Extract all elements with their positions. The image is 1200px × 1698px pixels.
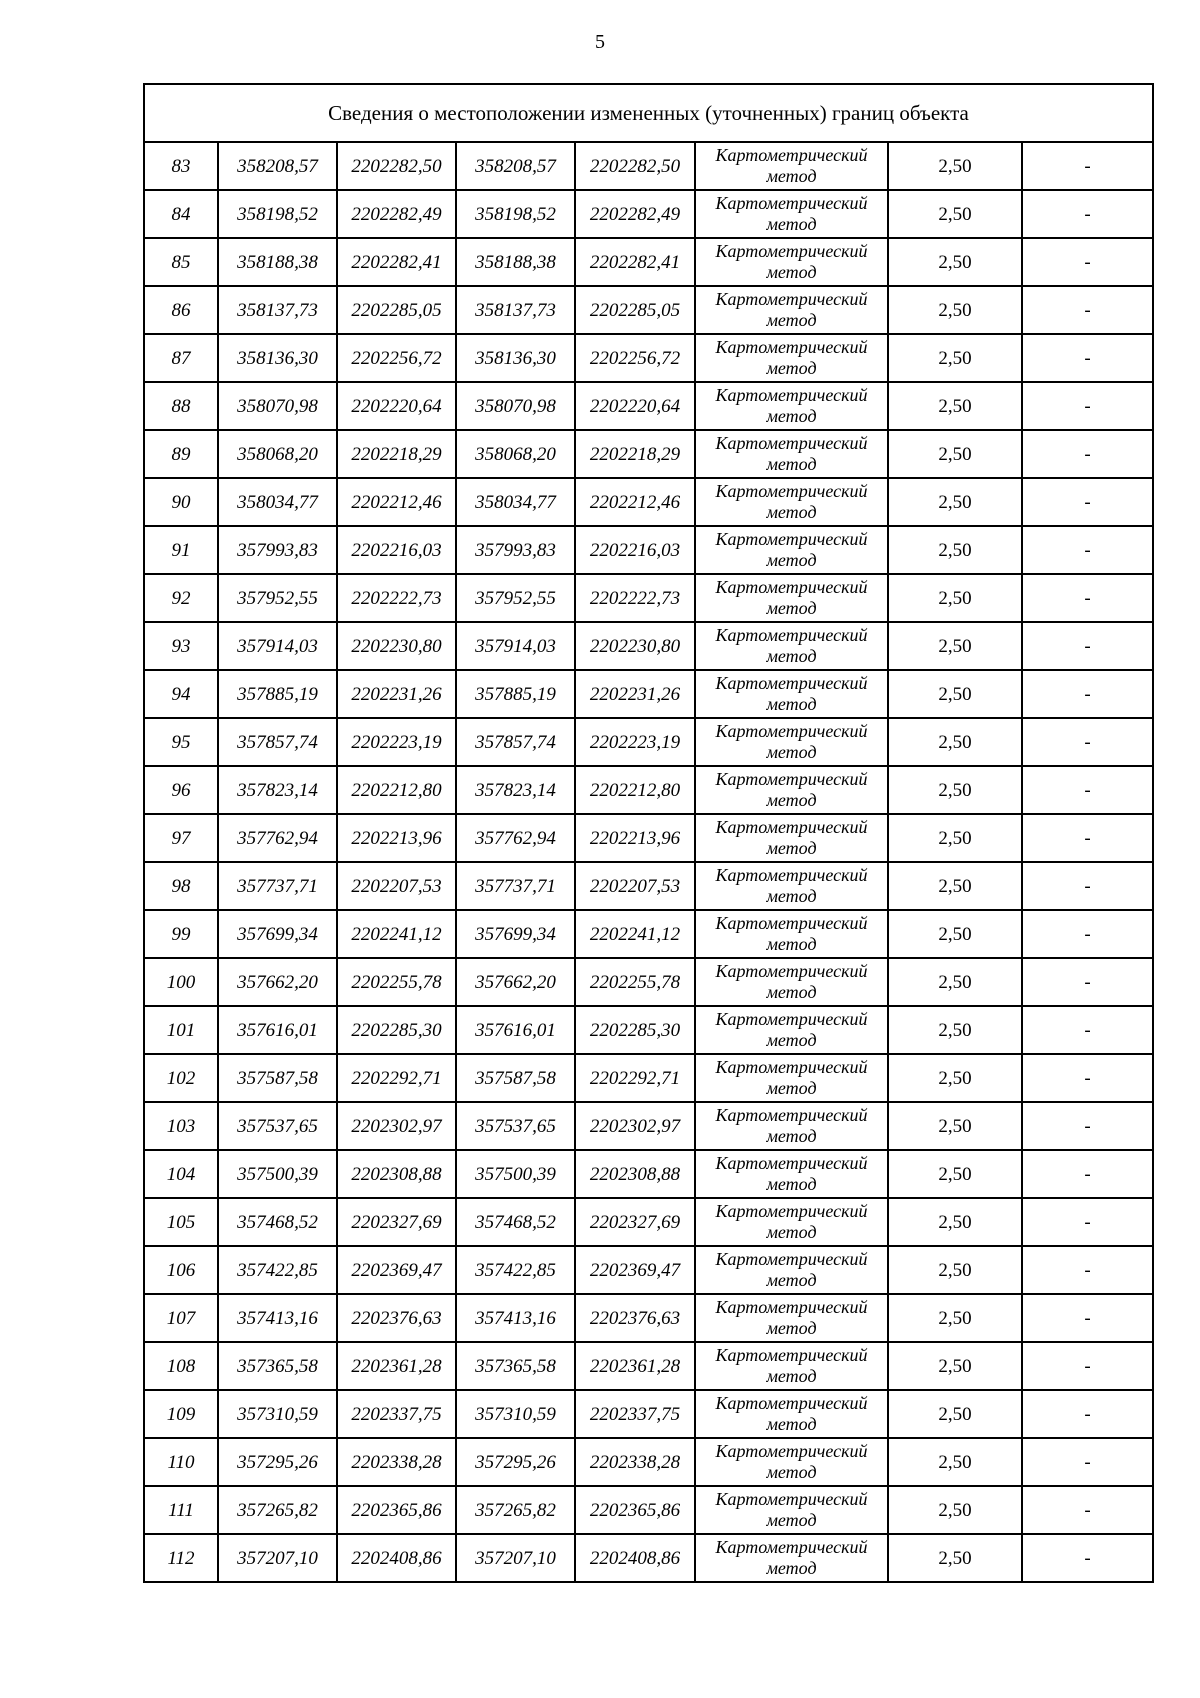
- y-existing-cell: 2202282,41: [337, 238, 456, 286]
- table-row: [144, 1198, 1153, 1246]
- table-row: [144, 1246, 1153, 1294]
- table-row: [144, 622, 1153, 670]
- y-existing-cell: 2202369,47: [337, 1246, 456, 1294]
- precision-cell: 2,50: [888, 1246, 1022, 1294]
- y-existing-cell: 2202302,97: [337, 1102, 456, 1150]
- table-row: [144, 238, 1153, 286]
- table-row: [144, 142, 1153, 190]
- point-number-cell: 112: [144, 1534, 218, 1582]
- y-existing-cell: 2202308,88: [337, 1150, 456, 1198]
- point-number-cell: 103: [144, 1102, 218, 1150]
- y-refined-cell: 2202285,05: [575, 286, 695, 334]
- method-cell: Картометрический метод: [695, 334, 888, 382]
- y-existing-cell: 2202223,19: [337, 718, 456, 766]
- point-number-cell: 108: [144, 1342, 218, 1390]
- method-cell: Картометрический метод: [695, 670, 888, 718]
- table-row: [144, 574, 1153, 622]
- x-existing-cell: 357914,03: [218, 622, 337, 670]
- precision-cell: 2,50: [888, 862, 1022, 910]
- y-existing-cell: 2202231,26: [337, 670, 456, 718]
- y-existing-cell: 2202222,73: [337, 574, 456, 622]
- note-cell: -: [1022, 382, 1153, 430]
- x-refined-cell: 357616,01: [456, 1006, 575, 1054]
- point-number-cell: 96: [144, 766, 218, 814]
- x-refined-cell: 358070,98: [456, 382, 575, 430]
- table-row: [144, 1054, 1153, 1102]
- y-refined-cell: 2202327,69: [575, 1198, 695, 1246]
- x-existing-cell: 357616,01: [218, 1006, 337, 1054]
- x-refined-cell: 358208,57: [456, 142, 575, 190]
- precision-cell: 2,50: [888, 1438, 1022, 1486]
- y-refined-cell: 2202255,78: [575, 958, 695, 1006]
- table-row: [144, 1294, 1153, 1342]
- point-number-cell: 88: [144, 382, 218, 430]
- note-cell: -: [1022, 766, 1153, 814]
- x-refined-cell: 357737,71: [456, 862, 575, 910]
- point-number-cell: 110: [144, 1438, 218, 1486]
- point-number-cell: 89: [144, 430, 218, 478]
- y-existing-cell: 2202292,71: [337, 1054, 456, 1102]
- x-existing-cell: 357699,34: [218, 910, 337, 958]
- y-existing-cell: 2202408,86: [337, 1534, 456, 1582]
- method-cell: Картометрический метод: [695, 1054, 888, 1102]
- method-cell: Картометрический метод: [695, 1342, 888, 1390]
- y-existing-cell: 2202220,64: [337, 382, 456, 430]
- precision-cell: 2,50: [888, 1006, 1022, 1054]
- note-cell: -: [1022, 430, 1153, 478]
- note-cell: -: [1022, 622, 1153, 670]
- note-cell: -: [1022, 862, 1153, 910]
- precision-cell: 2,50: [888, 478, 1022, 526]
- table-caption: Сведения о местоположении измененных (уточненных) границ объекта: [144, 84, 1153, 142]
- y-refined-cell: 2202338,28: [575, 1438, 695, 1486]
- y-refined-cell: 2202302,97: [575, 1102, 695, 1150]
- table-row: [144, 862, 1153, 910]
- y-refined-cell: 2202230,80: [575, 622, 695, 670]
- note-cell: -: [1022, 574, 1153, 622]
- method-cell: Картометрический метод: [695, 574, 888, 622]
- note-cell: -: [1022, 1006, 1153, 1054]
- y-refined-cell: 2202212,46: [575, 478, 695, 526]
- point-number-cell: 104: [144, 1150, 218, 1198]
- method-cell: Картометрический метод: [695, 622, 888, 670]
- table-row: [144, 670, 1153, 718]
- method-cell: Картометрический метод: [695, 814, 888, 862]
- point-number-cell: 106: [144, 1246, 218, 1294]
- x-existing-cell: 358070,98: [218, 382, 337, 430]
- x-refined-cell: 357468,52: [456, 1198, 575, 1246]
- point-number-cell: 111: [144, 1486, 218, 1534]
- y-refined-cell: 2202308,88: [575, 1150, 695, 1198]
- y-refined-cell: 2202222,73: [575, 574, 695, 622]
- y-refined-cell: 2202376,63: [575, 1294, 695, 1342]
- point-number-cell: 109: [144, 1390, 218, 1438]
- y-refined-cell: 2202361,28: [575, 1342, 695, 1390]
- note-cell: -: [1022, 238, 1153, 286]
- y-refined-cell: 2202207,53: [575, 862, 695, 910]
- note-cell: -: [1022, 718, 1153, 766]
- x-refined-cell: 357265,82: [456, 1486, 575, 1534]
- method-cell: Картометрический метод: [695, 1246, 888, 1294]
- y-refined-cell: 2202337,75: [575, 1390, 695, 1438]
- precision-cell: 2,50: [888, 142, 1022, 190]
- precision-cell: 2,50: [888, 1054, 1022, 1102]
- note-cell: -: [1022, 1198, 1153, 1246]
- y-refined-cell: 2202365,86: [575, 1486, 695, 1534]
- y-existing-cell: 2202212,80: [337, 766, 456, 814]
- point-number-cell: 86: [144, 286, 218, 334]
- method-cell: Картометрический метод: [695, 1486, 888, 1534]
- x-refined-cell: 358034,77: [456, 478, 575, 526]
- table-row: [144, 382, 1153, 430]
- method-cell: Картометрический метод: [695, 958, 888, 1006]
- y-refined-cell: 2202282,49: [575, 190, 695, 238]
- x-refined-cell: 357500,39: [456, 1150, 575, 1198]
- table-row: [144, 334, 1153, 382]
- x-refined-cell: 357857,74: [456, 718, 575, 766]
- x-existing-cell: 357762,94: [218, 814, 337, 862]
- note-cell: -: [1022, 526, 1153, 574]
- table-row: [144, 526, 1153, 574]
- x-refined-cell: 357662,20: [456, 958, 575, 1006]
- method-cell: Картометрический метод: [695, 718, 888, 766]
- y-existing-cell: 2202285,05: [337, 286, 456, 334]
- x-refined-cell: 357422,85: [456, 1246, 575, 1294]
- x-refined-cell: 357413,16: [456, 1294, 575, 1342]
- precision-cell: 2,50: [888, 670, 1022, 718]
- y-existing-cell: 2202282,49: [337, 190, 456, 238]
- note-cell: -: [1022, 910, 1153, 958]
- y-existing-cell: 2202376,63: [337, 1294, 456, 1342]
- x-refined-cell: 357914,03: [456, 622, 575, 670]
- point-number-cell: 83: [144, 142, 218, 190]
- table-row: [144, 1534, 1153, 1582]
- note-cell: -: [1022, 478, 1153, 526]
- method-cell: Картометрический метод: [695, 1006, 888, 1054]
- table-row: [144, 910, 1153, 958]
- y-refined-cell: 2202285,30: [575, 1006, 695, 1054]
- y-refined-cell: 2202282,50: [575, 142, 695, 190]
- precision-cell: 2,50: [888, 382, 1022, 430]
- point-number-cell: 98: [144, 862, 218, 910]
- precision-cell: 2,50: [888, 526, 1022, 574]
- y-existing-cell: 2202213,96: [337, 814, 456, 862]
- method-cell: Картометрический метод: [695, 1198, 888, 1246]
- method-cell: Картометрический метод: [695, 862, 888, 910]
- table-row: [144, 766, 1153, 814]
- point-number-cell: 102: [144, 1054, 218, 1102]
- point-number-cell: 101: [144, 1006, 218, 1054]
- y-refined-cell: 2202408,86: [575, 1534, 695, 1582]
- note-cell: -: [1022, 1534, 1153, 1582]
- table-row: [144, 430, 1153, 478]
- y-existing-cell: 2202365,86: [337, 1486, 456, 1534]
- note-cell: -: [1022, 814, 1153, 862]
- x-existing-cell: 358136,30: [218, 334, 337, 382]
- x-existing-cell: 357823,14: [218, 766, 337, 814]
- x-refined-cell: 358136,30: [456, 334, 575, 382]
- x-existing-cell: 358208,57: [218, 142, 337, 190]
- precision-cell: 2,50: [888, 1534, 1022, 1582]
- y-existing-cell: 2202337,75: [337, 1390, 456, 1438]
- y-existing-cell: 2202255,78: [337, 958, 456, 1006]
- x-refined-cell: 357295,26: [456, 1438, 575, 1486]
- x-existing-cell: 357587,58: [218, 1054, 337, 1102]
- x-existing-cell: 357207,10: [218, 1534, 337, 1582]
- note-cell: -: [1022, 334, 1153, 382]
- point-number-cell: 90: [144, 478, 218, 526]
- precision-cell: 2,50: [888, 238, 1022, 286]
- precision-cell: 2,50: [888, 1150, 1022, 1198]
- page-number: 5: [595, 31, 605, 53]
- note-cell: -: [1022, 958, 1153, 1006]
- point-number-cell: 105: [144, 1198, 218, 1246]
- x-refined-cell: 358137,73: [456, 286, 575, 334]
- method-cell: Картометрический метод: [695, 766, 888, 814]
- y-existing-cell: 2202241,12: [337, 910, 456, 958]
- method-cell: Картометрический метод: [695, 190, 888, 238]
- precision-cell: 2,50: [888, 622, 1022, 670]
- x-existing-cell: 357857,74: [218, 718, 337, 766]
- method-cell: Картометрический метод: [695, 430, 888, 478]
- x-refined-cell: 357587,58: [456, 1054, 575, 1102]
- y-refined-cell: 2202223,19: [575, 718, 695, 766]
- table-row: [144, 1390, 1153, 1438]
- y-existing-cell: 2202285,30: [337, 1006, 456, 1054]
- x-existing-cell: 357365,58: [218, 1342, 337, 1390]
- table-row: [144, 1006, 1153, 1054]
- precision-cell: 2,50: [888, 1294, 1022, 1342]
- y-existing-cell: 2202216,03: [337, 526, 456, 574]
- y-refined-cell: 2202218,29: [575, 430, 695, 478]
- x-refined-cell: 357310,59: [456, 1390, 575, 1438]
- precision-cell: 2,50: [888, 766, 1022, 814]
- y-refined-cell: 2202292,71: [575, 1054, 695, 1102]
- y-existing-cell: 2202256,72: [337, 334, 456, 382]
- method-cell: Картометрический метод: [695, 238, 888, 286]
- note-cell: -: [1022, 1342, 1153, 1390]
- x-refined-cell: 357885,19: [456, 670, 575, 718]
- x-refined-cell: 357952,55: [456, 574, 575, 622]
- y-existing-cell: 2202361,28: [337, 1342, 456, 1390]
- table-body: [144, 84, 1153, 1582]
- note-cell: -: [1022, 1150, 1153, 1198]
- y-existing-cell: 2202212,46: [337, 478, 456, 526]
- x-existing-cell: 357885,19: [218, 670, 337, 718]
- x-refined-cell: 357537,65: [456, 1102, 575, 1150]
- point-number-cell: 97: [144, 814, 218, 862]
- point-number-cell: 85: [144, 238, 218, 286]
- y-refined-cell: 2202241,12: [575, 910, 695, 958]
- point-number-cell: 84: [144, 190, 218, 238]
- point-number-cell: 107: [144, 1294, 218, 1342]
- x-existing-cell: 357265,82: [218, 1486, 337, 1534]
- x-existing-cell: 357993,83: [218, 526, 337, 574]
- method-cell: Картометрический метод: [695, 1438, 888, 1486]
- precision-cell: 2,50: [888, 286, 1022, 334]
- point-number-cell: 92: [144, 574, 218, 622]
- x-existing-cell: 358034,77: [218, 478, 337, 526]
- precision-cell: 2,50: [888, 190, 1022, 238]
- point-number-cell: 94: [144, 670, 218, 718]
- table-row: [144, 286, 1153, 334]
- note-cell: -: [1022, 670, 1153, 718]
- y-refined-cell: 2202282,41: [575, 238, 695, 286]
- method-cell: Картометрический метод: [695, 1390, 888, 1438]
- y-refined-cell: 2202231,26: [575, 670, 695, 718]
- y-existing-cell: 2202230,80: [337, 622, 456, 670]
- x-existing-cell: 357295,26: [218, 1438, 337, 1486]
- table-row: [144, 718, 1153, 766]
- x-refined-cell: 358188,38: [456, 238, 575, 286]
- table-row: [144, 1102, 1153, 1150]
- note-cell: -: [1022, 1102, 1153, 1150]
- x-existing-cell: 358188,38: [218, 238, 337, 286]
- precision-cell: 2,50: [888, 814, 1022, 862]
- y-refined-cell: 2202220,64: [575, 382, 695, 430]
- table-row: [144, 1150, 1153, 1198]
- x-existing-cell: 357952,55: [218, 574, 337, 622]
- precision-cell: 2,50: [888, 910, 1022, 958]
- y-existing-cell: 2202327,69: [337, 1198, 456, 1246]
- y-refined-cell: 2202369,47: [575, 1246, 695, 1294]
- y-existing-cell: 2202207,53: [337, 862, 456, 910]
- precision-cell: 2,50: [888, 430, 1022, 478]
- note-cell: -: [1022, 1294, 1153, 1342]
- x-existing-cell: 357468,52: [218, 1198, 337, 1246]
- method-cell: Картометрический метод: [695, 1102, 888, 1150]
- method-cell: Картометрический метод: [695, 142, 888, 190]
- note-cell: -: [1022, 1390, 1153, 1438]
- y-refined-cell: 2202213,96: [575, 814, 695, 862]
- note-cell: -: [1022, 1486, 1153, 1534]
- x-refined-cell: 357699,34: [456, 910, 575, 958]
- x-refined-cell: 358068,20: [456, 430, 575, 478]
- precision-cell: 2,50: [888, 1486, 1022, 1534]
- point-number-cell: 99: [144, 910, 218, 958]
- note-cell: -: [1022, 190, 1153, 238]
- precision-cell: 2,50: [888, 1198, 1022, 1246]
- method-cell: Картометрический метод: [695, 1150, 888, 1198]
- x-existing-cell: 358137,73: [218, 286, 337, 334]
- x-existing-cell: 357310,59: [218, 1390, 337, 1438]
- note-cell: -: [1022, 286, 1153, 334]
- method-cell: Картометрический метод: [695, 1294, 888, 1342]
- x-existing-cell: 357537,65: [218, 1102, 337, 1150]
- boundary-coordinates-table: [143, 83, 1154, 1583]
- point-number-cell: 95: [144, 718, 218, 766]
- method-cell: Картометрический метод: [695, 382, 888, 430]
- precision-cell: 2,50: [888, 718, 1022, 766]
- x-refined-cell: 357365,58: [456, 1342, 575, 1390]
- x-existing-cell: 357500,39: [218, 1150, 337, 1198]
- note-cell: -: [1022, 1246, 1153, 1294]
- y-refined-cell: 2202212,80: [575, 766, 695, 814]
- x-refined-cell: 357207,10: [456, 1534, 575, 1582]
- method-cell: Картометрический метод: [695, 910, 888, 958]
- note-cell: -: [1022, 1054, 1153, 1102]
- point-number-cell: 93: [144, 622, 218, 670]
- table-row: [144, 190, 1153, 238]
- note-cell: -: [1022, 142, 1153, 190]
- x-refined-cell: 357993,83: [456, 526, 575, 574]
- precision-cell: 2,50: [888, 574, 1022, 622]
- x-existing-cell: 357737,71: [218, 862, 337, 910]
- y-refined-cell: 2202256,72: [575, 334, 695, 382]
- table-row: [144, 1438, 1153, 1486]
- method-cell: Картометрический метод: [695, 478, 888, 526]
- x-existing-cell: 358198,52: [218, 190, 337, 238]
- precision-cell: 2,50: [888, 334, 1022, 382]
- table-row: [144, 814, 1153, 862]
- x-refined-cell: 358198,52: [456, 190, 575, 238]
- precision-cell: 2,50: [888, 1390, 1022, 1438]
- x-refined-cell: 357823,14: [456, 766, 575, 814]
- precision-cell: 2,50: [888, 1102, 1022, 1150]
- table-caption-row: [144, 84, 1153, 142]
- table-row: [144, 958, 1153, 1006]
- x-refined-cell: 357762,94: [456, 814, 575, 862]
- x-existing-cell: 357413,16: [218, 1294, 337, 1342]
- x-existing-cell: 357662,20: [218, 958, 337, 1006]
- note-cell: -: [1022, 1438, 1153, 1486]
- x-existing-cell: 358068,20: [218, 430, 337, 478]
- precision-cell: 2,50: [888, 1342, 1022, 1390]
- y-existing-cell: 2202338,28: [337, 1438, 456, 1486]
- y-existing-cell: 2202282,50: [337, 142, 456, 190]
- y-refined-cell: 2202216,03: [575, 526, 695, 574]
- x-existing-cell: 357422,85: [218, 1246, 337, 1294]
- point-number-cell: 87: [144, 334, 218, 382]
- method-cell: Картометрический метод: [695, 1534, 888, 1582]
- table-row: [144, 1486, 1153, 1534]
- y-existing-cell: 2202218,29: [337, 430, 456, 478]
- method-cell: Картометрический метод: [695, 286, 888, 334]
- point-number-cell: 91: [144, 526, 218, 574]
- table-row: [144, 478, 1153, 526]
- point-number-cell: 100: [144, 958, 218, 1006]
- table-row: [144, 1342, 1153, 1390]
- method-cell: Картометрический метод: [695, 526, 888, 574]
- precision-cell: 2,50: [888, 958, 1022, 1006]
